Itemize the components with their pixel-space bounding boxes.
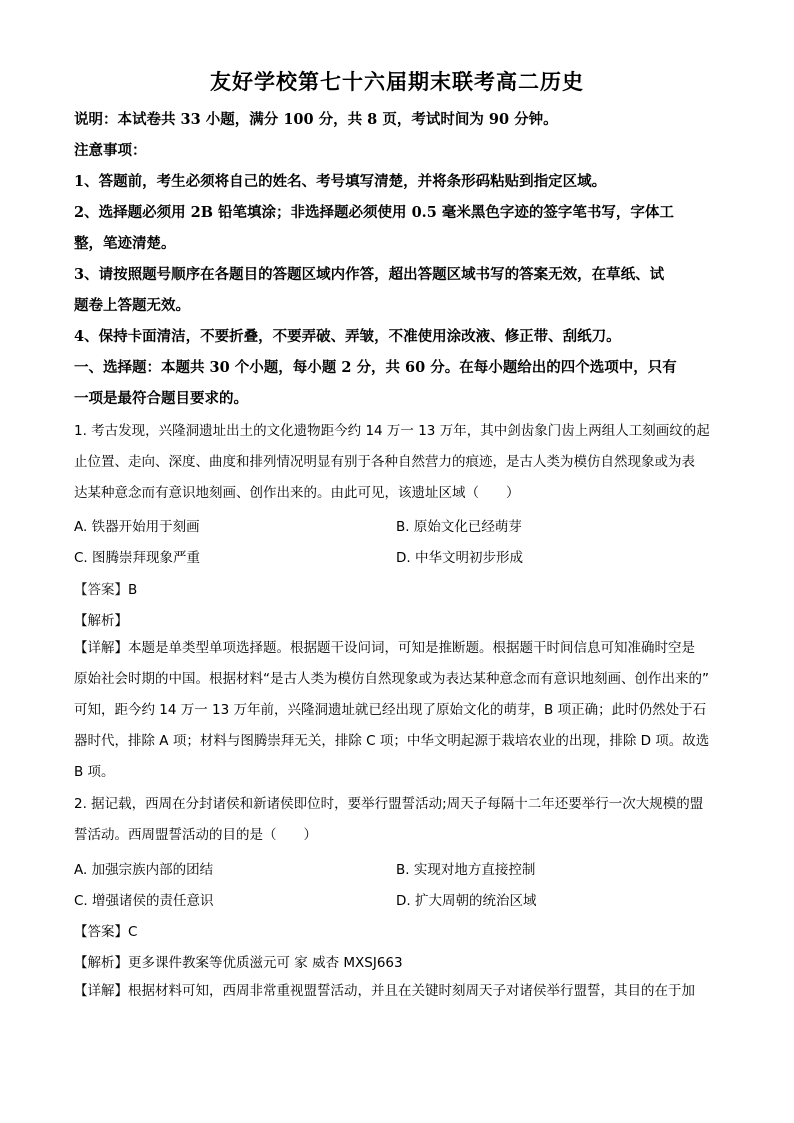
question-1-detail-line-2: 原始社会时期的中国。根据材料“是古人类为模仿自然现象或为表达某种意念而有意识地刻画、创作出来的” bbox=[74, 671, 709, 687]
question-2-line-2: 誓活动。西周盟誓活动的目的是（ ） bbox=[74, 827, 317, 843]
answer-value: C bbox=[128, 924, 138, 940]
question-1-option-a: A. 铁器开始用于刻画 bbox=[74, 519, 200, 535]
page-title: 友好学校第七十六届期末联考高二历史 bbox=[210, 69, 584, 94]
note-3-line-2: 题卷上答题无效。 bbox=[74, 297, 190, 314]
analysis-text: 更多课件教案等优质滋元可 家 威杏 MXSJ663 bbox=[128, 955, 403, 971]
answer-label: 【答案】 bbox=[74, 924, 128, 940]
question-1-detail-line-3: 可知，距今约 14 万一 13 万年前，兴隆洞遗址就已经出现了原始文化的萌芽，B 项正确；此时仍然处于石 bbox=[74, 702, 707, 718]
detail-text: 根据材料可知，西周非常重视盟誓活动，并且在关键时刻周天子对诸侯举行盟誓，其目的在于加 bbox=[128, 983, 695, 999]
question-2-answer bbox=[74, 920, 137, 940]
question-1-answer bbox=[74, 578, 137, 598]
question-1-detail-line-4: 器时代，排除 A 项；材料与图腾崇拜无关，排除 C 项；中华文明起源于栽培农业的出现，排除 D 项。故选 bbox=[74, 733, 710, 749]
question-2-line-1: 2. 据记载，西周在分封诸侯和新诸侯即位时，要举行盟誓活动;周天子每隔十二年还要举行一次大规模的盟 bbox=[74, 796, 704, 812]
detail-label: 【详解】 bbox=[74, 983, 128, 999]
question-1-option-d: D. 中华文明初步形成 bbox=[396, 550, 523, 566]
analysis-label: 【解析】 bbox=[74, 955, 128, 971]
note-2-line-2: 整，笔迹清楚。 bbox=[74, 235, 176, 252]
question-2-option-a: A. 加强宗族内部的团结 bbox=[74, 862, 214, 878]
section-heading-line-1: 一、选择题：本题共 30 个小题，每小题 2 分，共 60 分。在每小题给出的四个选项中，只有 bbox=[74, 359, 677, 376]
question-1-line-1: 1. 考古发现，兴隆洞遗址出土的文化遗物距今约 14 万一 13 万年，其中剑齿象门齿上两组人工刻画纹的起 bbox=[74, 423, 710, 439]
detail-text: 本题是单类型单项选择题。根据题干设问词，可知是推断题。根据题干时间信息可知准确时空是 bbox=[128, 640, 695, 656]
notes-heading: 注意事项： bbox=[74, 142, 147, 159]
question-1-analysis-label: 【解析】 bbox=[74, 613, 128, 629]
question-2-option-c: C. 增强诸侯的责任意识 bbox=[74, 893, 214, 909]
section-heading-line-2: 一项是最符合题目要求的。 bbox=[74, 390, 248, 407]
question-1-detail-line-1 bbox=[74, 633, 724, 663]
answer-label: 【答案】 bbox=[74, 582, 128, 598]
question-1-line-2: 止位置、走向、深度、曲度和排列情况明显有别于各种自然营力的痕迹，是古人类为模仿自然现象或为表 bbox=[74, 454, 695, 470]
note-2-line-1: 2、选择题必须用 2B 铅笔填涂；非选择题必须使用 0.5 毫米黑色字迹的签字笔书写，字体工 bbox=[74, 204, 674, 221]
note-4: 4、保持卡面清洁，不要折叠，不要弄破、弄皱，不准使用涂改液、修正带、刮纸刀。 bbox=[74, 328, 621, 345]
question-1-detail-line-5: B 项。 bbox=[74, 764, 115, 780]
question-2-analysis bbox=[74, 951, 403, 971]
question-2-option-d: D. 扩大周朝的统治区域 bbox=[396, 893, 537, 909]
exam-description: 说明：本试卷共 33 小题，满分 100 分，共 8 页，考试时间为 90 分钟。 bbox=[74, 111, 558, 128]
detail-label: 【详解】 bbox=[74, 640, 128, 656]
note-3-line-1: 3、请按照题号顺序在各题目的答题区域内作答，超出答题区域书写的答案无效，在草纸、试 bbox=[74, 266, 665, 283]
answer-value: B bbox=[128, 582, 138, 598]
note-1: 1、答题前，考生必须将自己的姓名、考号填写清楚，并将条形码粘贴到指定区域。 bbox=[74, 173, 607, 190]
question-2-option-b: B. 实现对地方直接控制 bbox=[396, 862, 536, 878]
question-1-option-c: C. 图腾崇拜现象严重 bbox=[74, 550, 201, 566]
question-1-line-3: 达某种意念而有意识地刻画、创作出来的。由此可见，该遗址区域（ ） bbox=[74, 485, 520, 501]
question-2-detail-line-1 bbox=[74, 976, 724, 1006]
question-1-option-b: B. 原始文化已经萌芽 bbox=[396, 519, 522, 535]
